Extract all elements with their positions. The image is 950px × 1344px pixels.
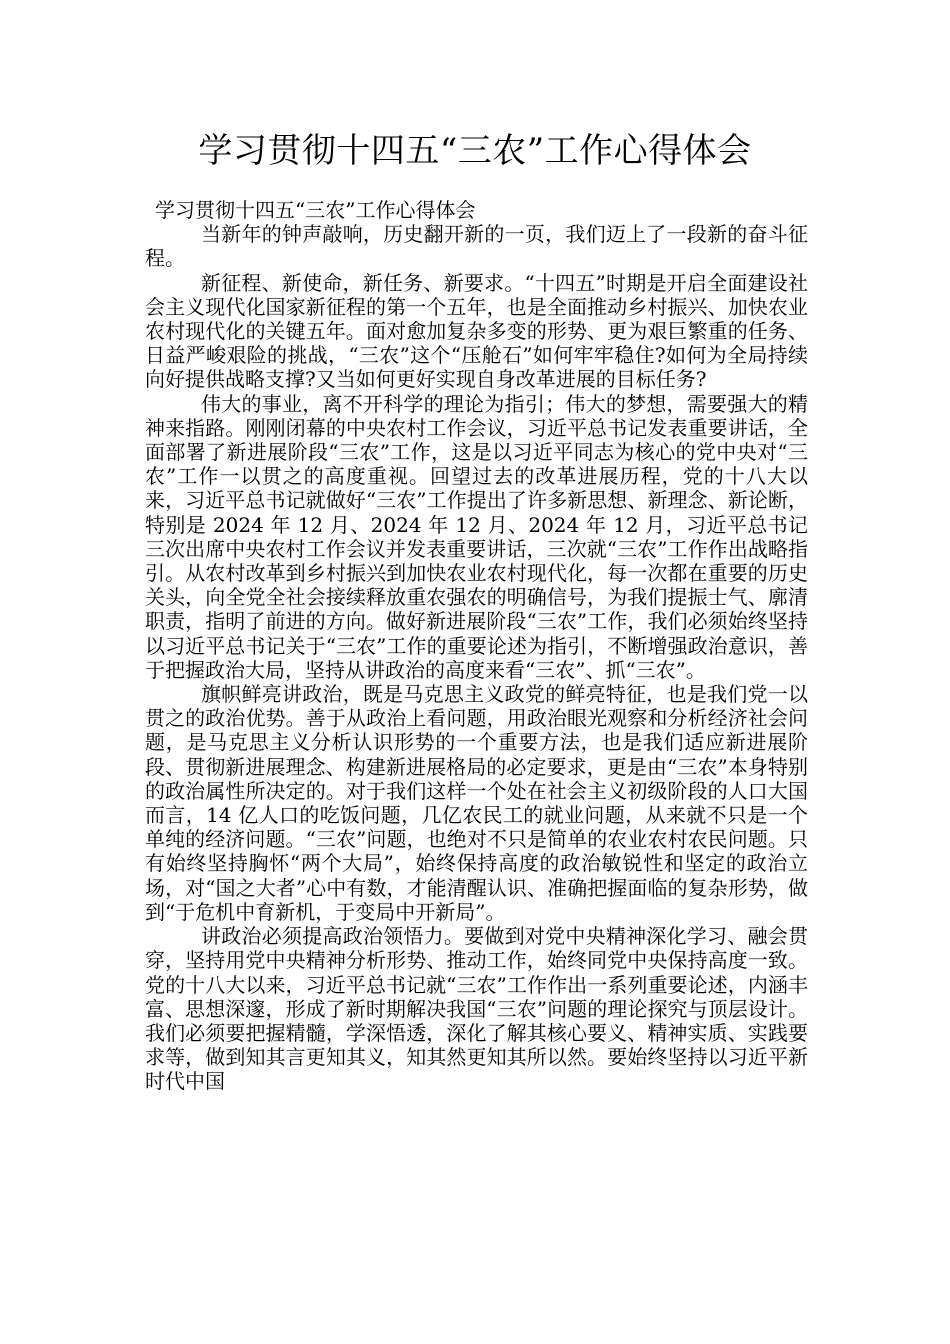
paragraph-5: 讲政治必须提高政治领悟力。要做到对党中央精神深化学习、融会贯穿，坚持用党中央精神分析形势、推动工作，始终同党中央保持高度一致。党的十八大以来，习近平总书记就“三农”工作作出一系列重要论述，内涵丰富、思想深邃，形成了新时期解决我国“三农”问题的理论探究与顶层设计。我们必须要把握精髓，学深悟透，深化了解其核心要义、精神实质、实践要求等，做到知其言更知其义，知其然更知其所以然。要始终坚持以习近平新时代中国: [145, 924, 808, 1094]
document-subtitle: 学习贯彻十四五“三农”工作心得体会: [155, 198, 476, 222]
paragraph-3: 伟大的事业，离不开科学的理论为指引；伟大的梦想，需要强大的精神来指路。刚刚闭幕的中央农村工作会议，习近平总书记发表重要讲话，全面部署了新进展阶段“三农”工作，这是以习近平同志为核心的党中央对“三农”工作一以贯之的高度重视。回望过去的改革进展历程，党的十八大以来，习近平总书记就做好“三农”工作提出了许多新思想、新理念、新论断，特别是 2024 年 12 月、2024 年 12 月、2024 年 12 月，习近平总书记三次出席中央农村工作会议并发表重要讲话，三次就“三农”工作作出战略指引。从农村改革到乡村振兴到加快农业农村现代化，每一次都在重要的历史关头，向全党全社会接续释放重农强农的明确信号，为我们提振士气、廓清职责，指明了前进的方向。做好新进展阶段“三农”工作，我们必须始终坚持以习近平总书记关于“三农”工作的重要论述为指引，不断增强政治意识，善于把握政治大局，坚持从讲政治的高度来看“三农”、抓“三农”。: [145, 391, 808, 682]
paragraph-2: 新征程、新使命，新任务、新要求。“十四五”时期是开启全面建设社会主义现代化国家新征程的第一个五年，也是全面推动乡村振兴、加快农业农村现代化的关键五年。面对愈加复杂多变的形势、更为艰巨繁重的任务、日益严峻艰险的挑战，“三农”这个“压舱石”如何牢牢稳住?如何为全局持续向好提供战略支撑?又当如何更好实现自身改革进展的目标任务?: [145, 270, 808, 392]
paragraph-1: 当新年的钟声敲响，历史翻开新的一页，我们迈上了一段新的奋斗征程。: [145, 222, 808, 271]
document-body: [145, 198, 808, 1094]
paragraph-4: 旗帜鲜亮讲政治，既是马克思主义政党的鲜亮特征，也是我们党一以贯之的政治优势。善于从政治上看问题，用政治眼光观察和分析经济社会问题，是马克思主义分析认识形势的一个重要方法，也是我们适应新进展阶段、贯彻新进展理念、构建新进展格局的必定要求，更是由“三农”本身特别的政治属性所决定的。对于我们这样一个处在社会主义初级阶段的人口大国而言，14 亿人口的吃饭问题，几亿农民工的就业问题，从来就不只是一个单纯的经济问题。“三农”问题，也绝对不只是简单的农业农村农民问题。只有始终坚持胸怀“两个大局”，始终保持高度的政治敏锐性和坚定的政治立场，对“国之大者”心中有数，才能清醒认识、准确把握面临的复杂形势，做到“于危机中育新机，于变局中开新局”。: [145, 682, 808, 924]
document-title: 学习贯彻十四五“三农”工作心得体会: [198, 131, 752, 171]
